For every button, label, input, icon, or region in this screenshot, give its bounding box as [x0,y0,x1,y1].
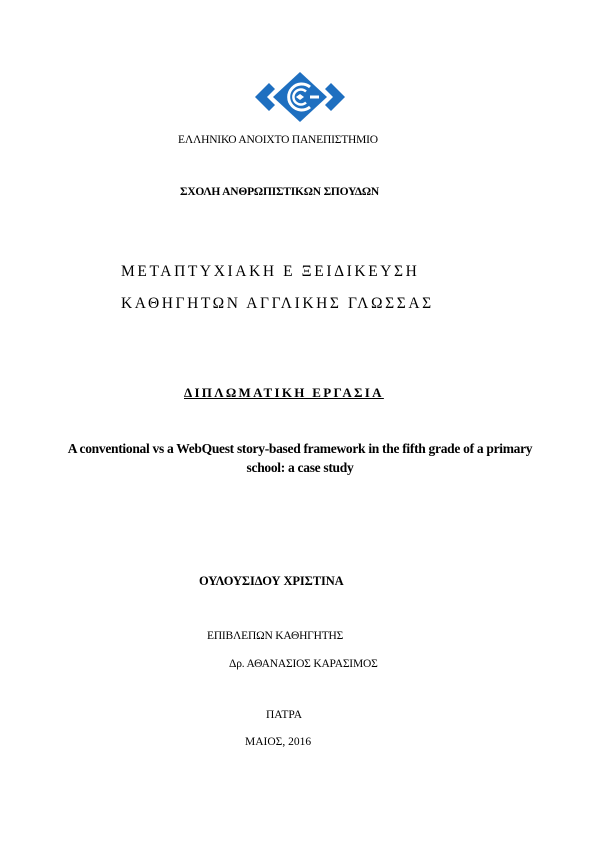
date: ΜΑΙΟΣ, 2016 [245,736,312,748]
supervisor-label: ΕΠΙΒΛΕΠΩΝ ΚΑΘΗΓΗΤΗΣ [207,630,344,642]
program-title-line-2: ΚΑΘΗΓΗΤΩΝ ΑΓΓΛΙΚΗΣ ΓΛΩΣΣΑΣ [121,295,434,312]
university-logo-icon [255,72,345,122]
thesis-type-heading: ΔΙΠΛΩΜΑΤΙΚΗ ΕΡΓΑΣΙΑ [184,385,384,400]
supervisor-name: Δρ. ΑΘΑΝΑΣΙΟΣ ΚΑΡΑΣΙΜΟΣ [229,658,378,670]
city: ΠΑΤΡΑ [266,709,303,721]
thesis-title: A conventional vs a WebQuest story-based framework in the fifth grade of a primary school: a case study [67,441,533,475]
university-name: ΕΛΛΗΝΙΚΟ ΑΝΟΙΧΤΟ ΠΑΝΕΠΙΣΤΗΜΙΟ [178,134,378,146]
program-title-line-1: ΜΕΤΑΠΤΥΧΙΑΚΗ Ε ΞΕΙΔΙΚΕΥΣΗ [121,263,420,280]
author-name: ΟΥΛΟΥΣΙΔΟΥ ΧΡΙΣΤΙΝΑ [199,574,344,588]
school-name: ΣΧΟΛΗ ΑΝΘΡΩΠΙΣΤΙΚΩΝ ΣΠΟΥΔΩΝ [180,186,379,198]
